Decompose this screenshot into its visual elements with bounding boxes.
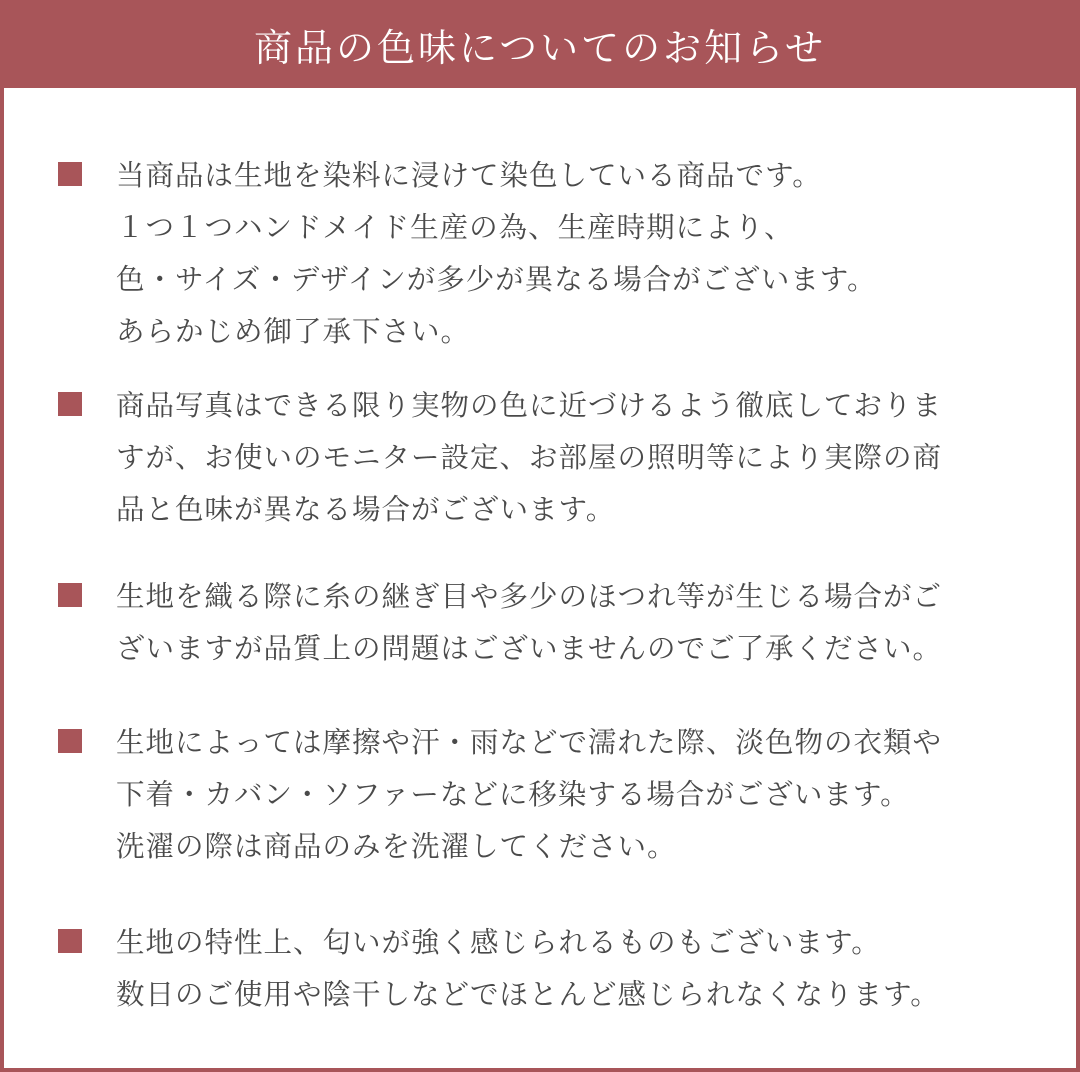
notice-text [116,571,1046,675]
notice-line: 生地を織る際に糸の継ぎ目や多少のほつれ等が生じる場合がご [116,580,943,613]
notice-text [116,380,1046,536]
notice-text [116,717,1046,873]
notice-text [116,150,1046,358]
notice-line: １つ１つハンドメイド生産の為、生産時期により、 [116,211,794,244]
header-bar [4,0,1076,88]
notice-line: 下着・カバン・ソファーなどに移染する場合がございます。 [116,778,910,811]
notice-line: あらかじめ御了承下さい。 [116,315,471,348]
notice-line: 当商品は生地を染料に浸けて染色している商品です。 [116,159,822,192]
notice-line: 生地によっては摩擦や汗・雨などで濡れた際、淡色物の衣類や [116,726,943,759]
square-bullet-icon [58,583,82,607]
notice-line: 商品写真はできる限り実物の色に近づけるよう徹底しておりま [116,389,943,422]
notice-line: 色・サイズ・デザインが多少が異なる場合がございます。 [116,263,877,296]
page-title: 商品の色味についてのお知らせ [253,25,827,70]
notice-line: すが、お使いのモニター設定、お部屋の照明等により実際の商 [116,441,943,474]
square-bullet-icon [58,929,82,953]
square-bullet-icon [58,392,82,416]
notice-line: 生地の特性上、匂いが強く感じられるものもございます。 [116,926,881,959]
notice-line: 品と色味が異なる場合がございます。 [116,493,616,526]
notice-line: 数日のご使用や陰干しなどでほとんど感じられなくなります。 [116,978,940,1011]
notice-line: 洗濯の際は商品のみを洗濯してください。 [116,830,677,863]
notice-text [116,917,1046,1021]
square-bullet-icon [58,162,82,186]
square-bullet-icon [58,729,82,753]
notice-line: ざいますが品質上の問題はございませんのでご了承ください。 [116,632,943,665]
